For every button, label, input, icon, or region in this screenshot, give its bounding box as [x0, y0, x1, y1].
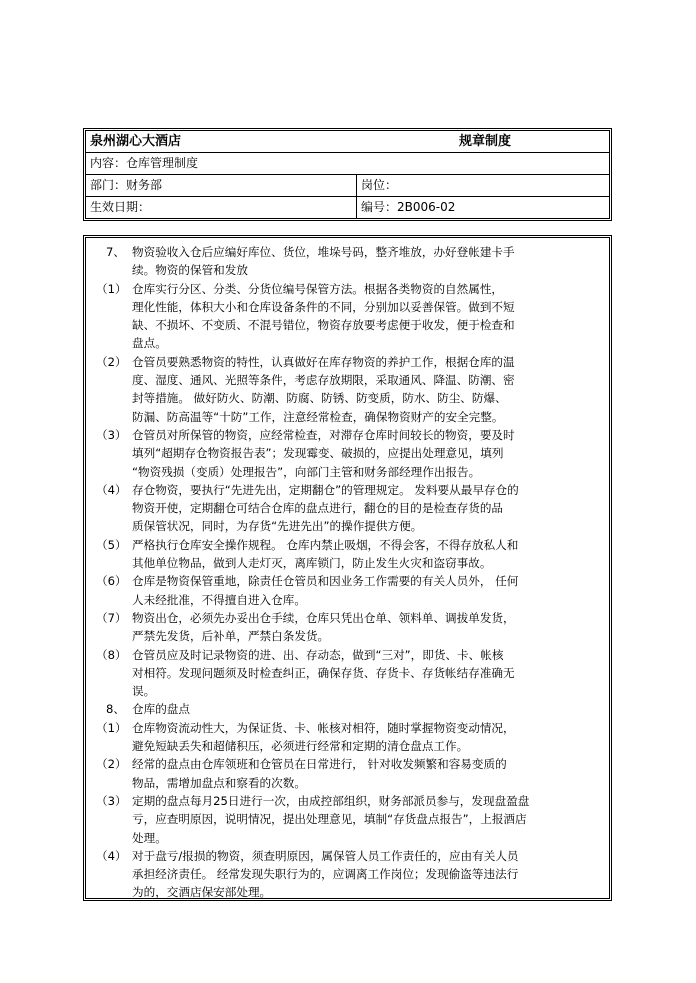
item-number: （5） — [96, 537, 127, 552]
paragraph-text: 仓管员应及时记录物资的进、出、存动态，做到“三对”，即货、卡、帐核 — [132, 647, 504, 662]
paragraph-text: 严格执行仓库安全操作规程。 仓库内禁止吸烟，不得会客，不得存放私人和 — [132, 537, 519, 552]
paragraph-line — [96, 664, 601, 682]
paragraph-text: “物资残损（变质）处理报告”，向部门主管和财务部经理作出报告。 — [132, 464, 481, 479]
item-number: （7） — [96, 610, 127, 625]
paragraph-text: 物资出仓，必须先办妥出仓手续，仓库只凭出仓单、领料单、调拔单发货， — [132, 610, 515, 625]
effective-date-field: 生效日期： — [86, 197, 357, 218]
paragraph-line — [96, 280, 601, 298]
paragraph-text: 缺、不损坏、不变质、不混号错位，物资存放要考虑便于收发，便于检查和 — [132, 318, 515, 333]
paragraph-text: 承担经济责任。 经常发现失职行为的，应调离工作岗位；发现偷盗等违法行 — [132, 867, 519, 882]
paragraph-line — [96, 298, 601, 316]
paragraph-line — [96, 792, 601, 810]
doc-type: 规章制度 — [459, 134, 512, 149]
paragraph-line — [96, 719, 601, 737]
paragraph-line — [96, 481, 601, 499]
paragraph-text: 为的，交酒店保安部处理。 — [132, 885, 272, 900]
paragraph-line — [96, 517, 601, 535]
paragraph-text: 物资开使，定期翻仓可结合仓库的盘点进行，翻仓的目的是检查存货的品 — [132, 501, 504, 516]
paragraph-line — [96, 829, 601, 847]
section-number: 8、 — [106, 702, 125, 717]
header-dept-row — [86, 175, 609, 197]
paragraph-text: 物资验收入仓后应编好库位、货位，堆垛号码，整齐堆放，办好登帐建卡手 — [132, 245, 515, 259]
paragraph-line — [96, 408, 601, 426]
item-number: （3） — [96, 427, 127, 442]
paragraph-text: 存仓物资，要执行“先进先出，定期翻仓”的管理规定。 发料要从最早存仓的 — [132, 482, 519, 497]
paragraph-text: 处理。 — [132, 830, 167, 845]
item-number: （1） — [96, 281, 127, 296]
paragraph-text: 经常的盘点由仓库领班和仓管员在日常进行， 针对收发频繁和容易变质的 — [132, 757, 507, 772]
paragraph-line — [96, 334, 601, 352]
item-number: （8） — [96, 647, 127, 662]
paragraph-text: 仓库实行分区、分类、分货位编号保管方法。根据各类物资的自然属性， — [132, 281, 504, 296]
hotel-name: 泉州湖心大酒店 — [90, 134, 182, 149]
paragraph-text: 理化性能，体积大小和仓库设备条件的不同，分别加以妥善保管。做到不短 — [132, 299, 515, 314]
item-number: （1） — [96, 720, 127, 735]
paragraph-text: 物品，需增加盘点和察看的次数。 — [132, 775, 306, 790]
paragraph-line — [96, 389, 601, 407]
regulation-content — [96, 243, 601, 902]
paragraph-line — [96, 353, 601, 371]
header-table — [85, 130, 610, 219]
section-number: 7、 — [106, 245, 125, 259]
paragraph-text: 亏，应查明原因，说明情况，提出处理意见，填制“存货盘点报告”，上报酒店 — [132, 812, 527, 827]
paragraph-text: 填列“超期存仓物资报告表”；发现霉变、破损的，应提出处理意见，填列 — [132, 446, 504, 461]
paragraph-text: 定期的盘点每月25日进行一次，由成控部组织，财务部派员参与，发现盘盈盘 — [132, 793, 530, 808]
paragraph-line — [96, 847, 601, 865]
paragraph-text: 续。物资的保管和发放 — [132, 263, 248, 278]
header-content-row — [86, 153, 609, 175]
paragraph-line — [96, 883, 601, 901]
header-title-row — [86, 131, 609, 153]
paragraph-line — [96, 536, 601, 554]
paragraph-text: 对相符。发现问题须及时检查纠正，确保存货、存货卡、存货帐结存准确无 — [132, 665, 515, 680]
paragraph-line — [96, 572, 601, 590]
paragraph-text: 对于盘亏/报损的物资，须查明原因，属保管人员工作责任的，应由有关人员 — [132, 848, 519, 863]
paragraph-line — [96, 865, 601, 883]
content-label: 内容：仓库管理制度 — [90, 156, 199, 170]
paragraph-line — [96, 737, 601, 755]
paragraph-text: 误。 — [132, 684, 156, 699]
item-number: （3） — [96, 793, 127, 808]
paragraph-line — [96, 261, 601, 279]
paragraph-text: 封等措施。 做好防火、防潮、防腐、防锈、防变质，防水、防尘、防爆、 — [132, 391, 507, 406]
paragraph-text: 仓库物资流动性大，为保证货、卡、帐核对相符，随时掌握物资变动情况， — [132, 720, 515, 735]
paragraph-line — [96, 371, 601, 389]
paragraph-text: 防漏、防高温等“十防”工作，注意经常检查，确保物资财产的安全完整。 — [132, 409, 504, 424]
paragraph-text: 盘点。 — [132, 336, 167, 351]
paragraph-line — [96, 646, 601, 664]
paragraph-line — [96, 316, 601, 334]
regulation-body — [85, 237, 610, 899]
paragraph-text: 质保管状况，同时，为存货“先进先出”的操作提供方便。 — [132, 519, 423, 534]
paragraph-text: 度、湿度、通风、光照等条件，考虑存放期限，采取通风、降温、防潮、密 — [132, 373, 515, 388]
paragraph-line — [96, 444, 601, 462]
paragraph-line — [96, 463, 601, 481]
paragraph-line — [96, 627, 601, 645]
paragraph-text: 人未经批准，不得擅自进入仓库。 — [132, 592, 306, 607]
paragraph-text: 仓库的盘点 — [132, 702, 190, 717]
paragraph-line — [96, 810, 601, 828]
paragraph-line — [96, 554, 601, 572]
paragraph-line — [96, 609, 601, 627]
department-field: 部门：财务部 — [86, 175, 357, 196]
header-date-row — [86, 197, 609, 218]
item-number: （4） — [96, 482, 127, 497]
item-number: （6） — [96, 574, 127, 589]
paragraph-text: 其他单位物品，做到人走灯灭，离库锁门，防止发生火灾和盗窃事故。 — [132, 556, 492, 571]
paragraph-text: 避免短缺丢失和超储积压，必须进行经常和定期的清仓盘点工作。 — [132, 739, 469, 754]
paragraph-line — [96, 243, 601, 261]
paragraph-text: 严禁先发货，后补单，严禁白条发货。 — [132, 629, 330, 644]
paragraph-text: 仓管员要熟悉物资的特性，认真做好在库存物资的养护工作，根据仓库的温 — [132, 354, 515, 369]
item-number: （4） — [96, 848, 127, 863]
paragraph-line — [96, 700, 601, 718]
paragraph-text: 仓库是物资保管重地，除责任仓管员和因业务工作需要的有关人员外， 任何 — [132, 574, 519, 589]
paragraph-line — [96, 426, 601, 444]
paragraph-line — [96, 591, 601, 609]
paragraph-line — [96, 774, 601, 792]
paragraph-line — [96, 755, 601, 773]
position-field: 岗位： — [361, 178, 398, 192]
doc-number-field: 编号：2B006-02 — [361, 200, 456, 214]
item-number: （2） — [96, 354, 127, 369]
item-number: （2） — [96, 757, 127, 772]
paragraph-line — [96, 499, 601, 517]
paragraph-text: 仓管员对所保管的物资，应经常检查，对滞存仓库时间较长的物资，要及时 — [132, 427, 515, 442]
paragraph-line — [96, 682, 601, 700]
